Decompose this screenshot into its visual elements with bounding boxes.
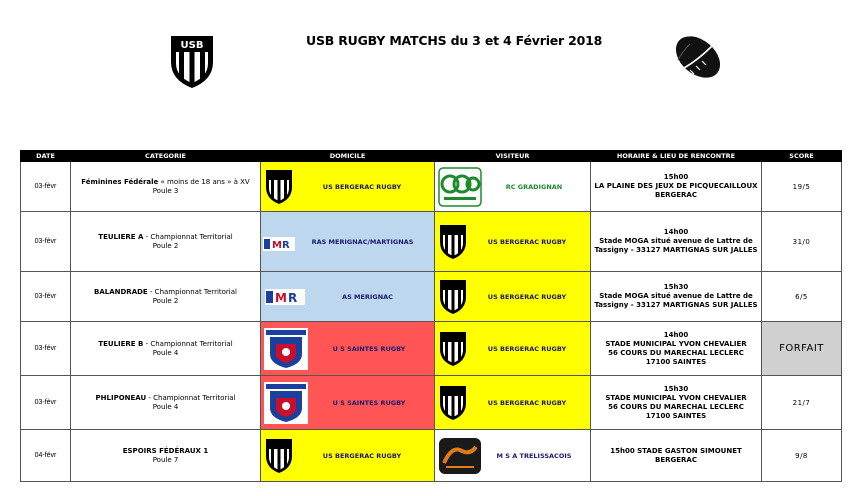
match-date: 04-févr: [21, 430, 71, 482]
match-location: [591, 322, 762, 376]
us-saintes-crest-icon: [264, 382, 308, 424]
away-team-cell: [435, 322, 591, 376]
us-saintes-crest-icon: [264, 328, 308, 370]
msa-trelissacois-crest-icon: [438, 437, 482, 475]
venue-line: LA PLAINE DES JEUX DE PICQUECAILLOUX: [594, 182, 758, 190]
away-team-name: US BERGERAC RUGBY: [487, 398, 567, 407]
away-team-cell: [435, 430, 591, 482]
away-team-name: US BERGERAC RUGBY: [487, 237, 567, 246]
category-pool: Poule 4: [152, 348, 179, 357]
home-team-cell: [261, 162, 435, 212]
category-pool: Poule 7: [152, 455, 179, 464]
away-team-cell: [435, 162, 591, 212]
table-row: [21, 162, 842, 212]
header-visitor: VISITEUR: [435, 151, 591, 162]
usb-crest-icon: [438, 384, 468, 422]
category-detail: - Championnat Territorial: [147, 287, 237, 296]
venue-line: 17100 SAINTES: [645, 411, 707, 420]
match-location: [591, 376, 762, 430]
rc-gradignan-crest-icon: [438, 167, 482, 207]
away-team-name: US BERGERAC RUGBY: [487, 344, 567, 353]
table-row: [21, 376, 842, 430]
home-team-name: U S SAINTES RUGBY: [332, 344, 406, 353]
venue-line: STADE MUNICIPAL YVON CHEVALIER: [605, 339, 747, 348]
home-team-cell: [261, 430, 435, 482]
home-team-name: U S SAINTES RUGBY: [332, 398, 406, 407]
table-row: [21, 272, 842, 322]
match-score: 31/0: [762, 212, 842, 272]
match-time: 15h00: [663, 173, 689, 181]
away-team-cell: [435, 376, 591, 430]
away-team-name: US BERGERAC RUGBY: [487, 292, 567, 301]
match-category: [71, 212, 261, 272]
match-score: 6/5: [762, 272, 842, 322]
usb-crest-icon: [438, 278, 468, 316]
home-team-name: US BERGERAC RUGBY: [322, 182, 402, 191]
page-title: USB RUGBY MATCHS du 3 et 4 Février 2018: [306, 33, 603, 48]
match-date: 03-févr: [21, 272, 71, 322]
match-category: [71, 162, 261, 212]
match-time: 14h00: [663, 330, 689, 339]
match-category: [71, 376, 261, 430]
home-team-name: AS MERIGNAC: [342, 292, 393, 301]
match-date: 03-févr: [21, 376, 71, 430]
home-team-name: US BERGERAC RUGBY: [322, 451, 402, 460]
match-category: [71, 272, 261, 322]
venue-line: Stade MOGA situé avenue de Lattre de: [599, 237, 753, 245]
match-date: 03-févr: [21, 322, 71, 376]
match-date: 03-févr: [21, 162, 71, 212]
category-detail: « moins de 18 ans » à XV: [158, 177, 250, 186]
match-time-venue: 15h00 STADE GASTON SIMOUNET BERGERAC: [610, 446, 742, 464]
home-team-cell: [261, 376, 435, 430]
category-detail: - Championnat Territorial: [143, 232, 233, 241]
away-team-name: RC GRADIGNAN: [505, 182, 563, 191]
venue-line: 56 COURS DU MARECHAL LECLERC: [608, 402, 744, 411]
match-time: 15h30: [663, 384, 689, 393]
venue-line: 17100 SAINTES: [645, 357, 707, 366]
svg-text:M: M: [272, 239, 282, 251]
match-schedule-table: [20, 150, 842, 482]
match-score: 19/5: [762, 162, 842, 212]
match-location: [591, 162, 762, 212]
away-team-name: M S A TRELISSACOIS: [496, 451, 572, 460]
table-row: [21, 212, 842, 272]
match-date: 03-févr: [21, 212, 71, 272]
match-location: [591, 272, 762, 322]
category-name: TEULIERE B: [98, 339, 144, 348]
category-detail: - Championnat Territorial: [146, 393, 236, 402]
category-pool: Poule 4: [152, 402, 179, 411]
category-name: PHLIPONEAU: [95, 393, 147, 402]
category-pool: Poule 2: [152, 296, 179, 305]
usb-crest-icon: [264, 437, 294, 475]
svg-text:M: M: [275, 290, 287, 305]
usb-crest-icon: [438, 330, 468, 368]
header-home: DOMICILE: [261, 151, 435, 162]
header-time-location: HORAIRE & LIEU DE RENCONTRE: [591, 151, 762, 162]
header-category: CATEGORIE: [71, 151, 261, 162]
venue-line: Tassigny - 33127 MARTIGNAS SUR JALLES: [594, 246, 758, 254]
venue-line: BERGERAC: [655, 191, 697, 199]
svg-text:USB: USB: [180, 40, 204, 51]
venue-line: STADE MUNICIPAL YVON CHEVALIER: [605, 393, 747, 402]
usb-crest-icon: [438, 223, 468, 261]
match-location: [591, 430, 762, 482]
table-row: [21, 322, 842, 376]
category-detail: - Championnat Territorial: [143, 339, 233, 348]
category-name: Féminines Fédérale: [81, 177, 159, 186]
home-team-cell: [261, 212, 435, 272]
table-header-row: [21, 151, 842, 162]
header-score: SCORE: [762, 151, 842, 162]
match-score: 9/8: [762, 430, 842, 482]
home-team-name: RAS MERIGNAC/MARTIGNAS: [311, 237, 414, 246]
match-category: [71, 322, 261, 376]
venue-line: Stade MOGA situé avenue de Lattre de: [599, 292, 753, 300]
venue-line: 56 COURS DU MARECHAL LECLERC: [608, 348, 744, 357]
match-score: 21/7: [762, 376, 842, 430]
away-team-cell: [435, 272, 591, 322]
header-date: DATE: [21, 151, 71, 162]
usb-club-logo: [167, 32, 217, 90]
category-pool: Poule 3: [152, 186, 179, 195]
as-merignac-crest-icon: [265, 289, 305, 305]
match-time: 15h30: [663, 283, 689, 291]
venue-line: Tassigny - 33127 MARTIGNAS SUR JALLES: [594, 301, 758, 309]
rugby-ball-icon: [672, 30, 724, 84]
category-name: ESPOIRS FÉDÉRAUX 1: [122, 446, 209, 455]
category-name: BALANDRADE: [94, 287, 148, 296]
category-name: TEULIERE A: [98, 232, 144, 241]
category-pool: Poule 2: [152, 241, 179, 250]
match-time: 14h00: [663, 228, 689, 236]
match-score: FORFAIT: [762, 322, 842, 376]
table-row: [21, 430, 842, 482]
merignac-crest-icon: [263, 237, 295, 251]
usb-crest-icon: [264, 168, 294, 206]
home-team-cell: [261, 272, 435, 322]
match-location: [591, 212, 762, 272]
svg-text:R: R: [288, 290, 298, 305]
svg-text:R: R: [282, 239, 290, 251]
home-team-cell: [261, 322, 435, 376]
match-category: [71, 430, 261, 482]
away-team-cell: [435, 212, 591, 272]
